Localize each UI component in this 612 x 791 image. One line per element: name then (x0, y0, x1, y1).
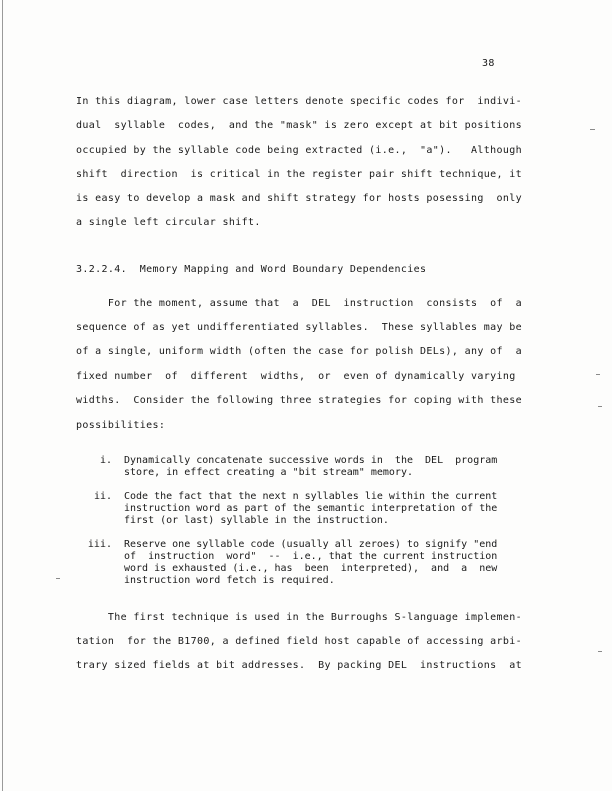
paragraph-line: dual syllable codes, and the "mask" is zero except at bit positions (76, 120, 522, 131)
paragraph-line: a single left circular shift. (76, 217, 261, 228)
list-item-number: ii. (93, 491, 112, 502)
paragraph-line: of a single, uniform width (often the case for polish DELs), any of a (76, 346, 522, 357)
paragraph-line: In this diagram, lower case letters denote specific codes for indivi- (76, 96, 522, 107)
paragraph-line: occupied by the syllable code being extracted (i.e., "a"). Although (76, 145, 522, 156)
list-item-line: word is exhausted (i.e., has been interpreted), and a new (124, 563, 498, 574)
scan-margin-mark (590, 129, 595, 130)
paragraph-line: sequence of as yet undifferentiated syllables. These syllables may be (76, 322, 522, 333)
list-item-line: Dynamically concatenate successive words in the DEL program (124, 455, 498, 466)
scan-margin-mark (598, 406, 602, 407)
paragraph-line: trary sized fields at bit addresses. By packing DEL instructions at (76, 660, 522, 671)
list-item-text (124, 539, 516, 587)
list-item-number: i. (99, 455, 112, 466)
paragraph-line: shift direction is critical in the register pair shift technique, it (76, 169, 522, 180)
paragraph-line: widths. Consider the following three strategies for coping with these (76, 395, 522, 406)
paragraph-line: tation for the B1700, a defined field host capable of accessing arbi- (76, 636, 522, 647)
list-item-number: iii. (87, 539, 112, 550)
section-heading: 3.2.2.4. Memory Mapping and Word Boundary Dependencies (76, 264, 427, 275)
list-item-text (124, 455, 516, 479)
list-item-line: first (or last) syllable in the instruction. (124, 515, 389, 526)
paragraph-line: is easy to develop a mask and shift strategy for hosts posessing only (76, 193, 522, 204)
list-item-text (124, 491, 516, 527)
scan-margin-mark (598, 651, 602, 652)
list-item-line: Code the fact that the next n syllables lie within the current (124, 491, 498, 502)
list-item-line: Reserve one syllable code (usually all zeroes) to signify "end (124, 539, 498, 550)
scan-edge-line (2, 0, 3, 791)
list-item-line: of instruction word" -- i.e., that the current instruction (124, 551, 498, 562)
paragraph-line: fixed number of different widths, or even of dynamically varying (76, 371, 516, 382)
list-item-line: store, in effect creating a "bit stream" memory. (124, 467, 413, 478)
list-item-line: instruction word as part of the semantic interpretation of the (124, 503, 498, 514)
scan-margin-mark (596, 374, 600, 375)
list-item-line: instruction word fetch is required. (124, 575, 335, 586)
paragraph-line: For the moment, assume that a DEL instruction consists of a (76, 298, 522, 309)
paragraph-line: possibilities: (76, 420, 166, 431)
page-number: 38 (482, 58, 495, 69)
scan-margin-mark (56, 578, 60, 579)
paragraph-line: The first technique is used in the Burroughs S-language implemen- (76, 612, 522, 623)
